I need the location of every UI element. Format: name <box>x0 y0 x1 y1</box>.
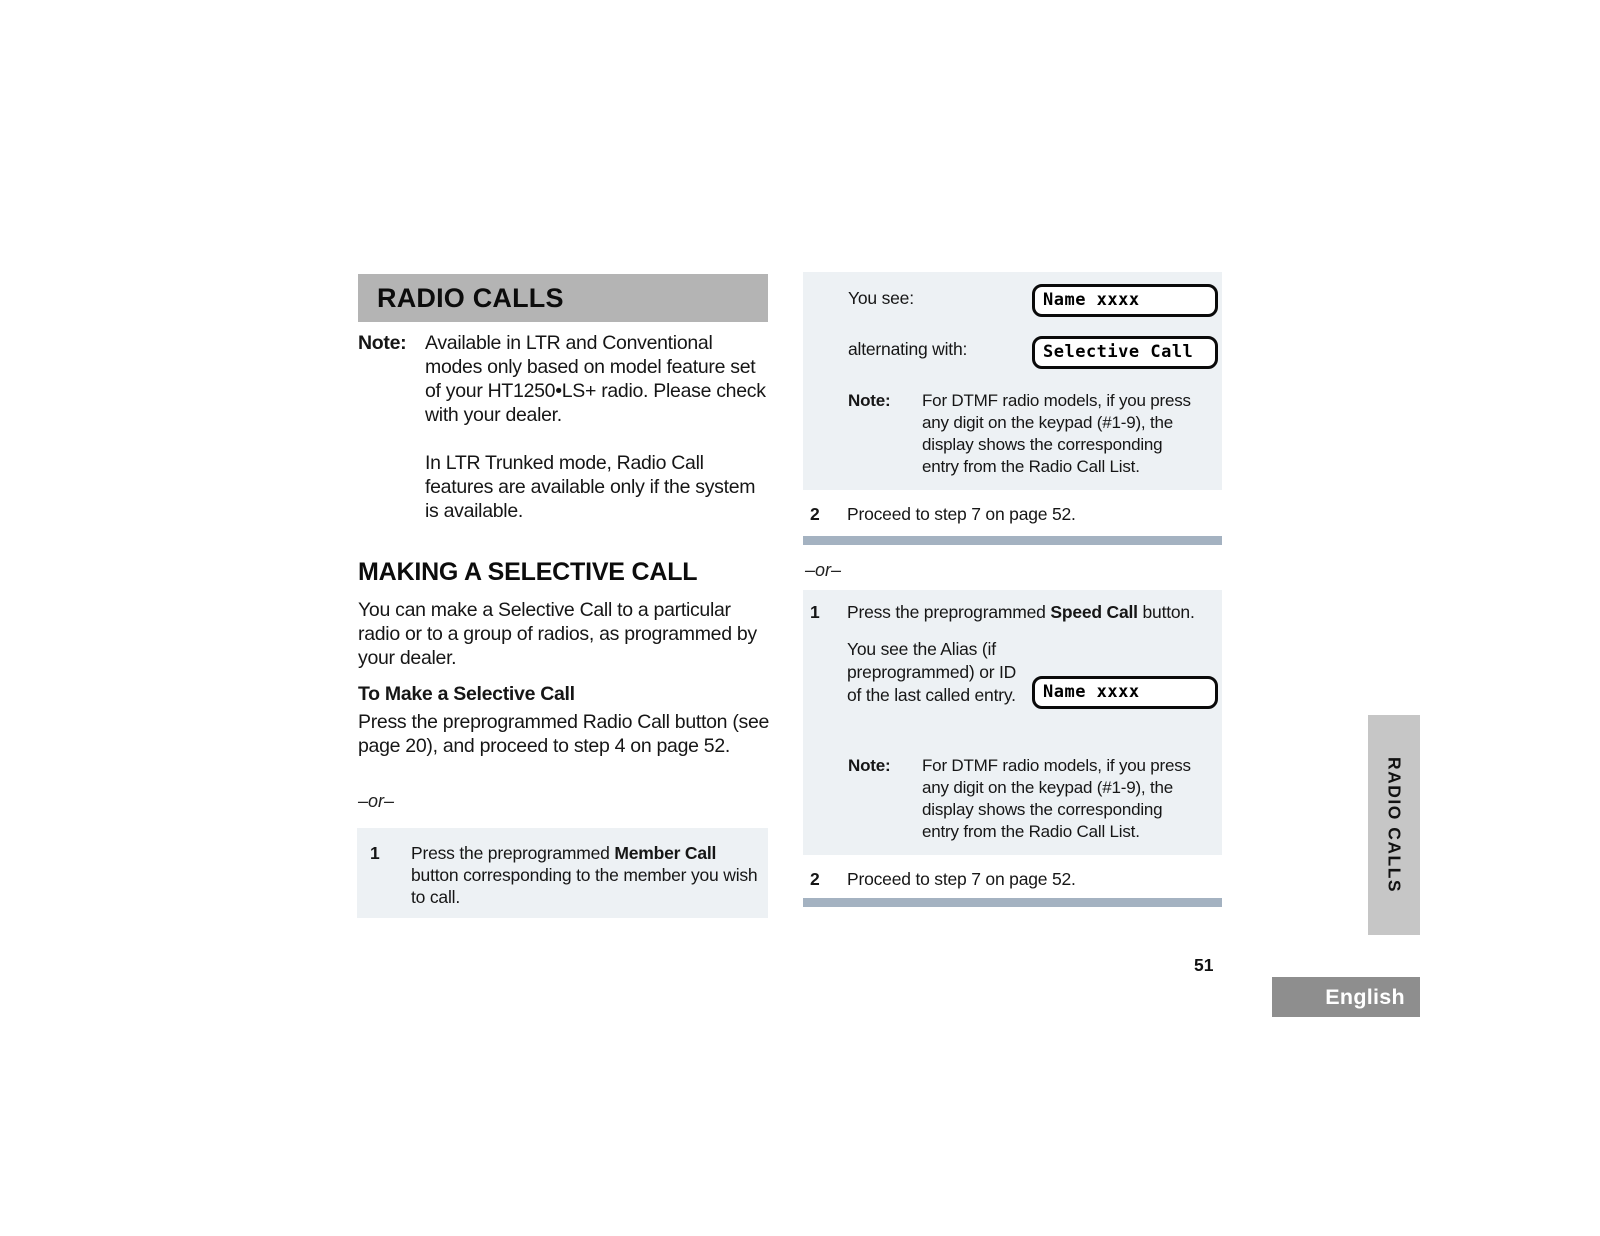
step-text-segment: button corresponding to the member you wish to call. <box>411 865 758 907</box>
alternating-label: alternating with: <box>848 339 968 359</box>
step-line <box>810 868 1076 890</box>
step-number: 2 <box>810 869 820 889</box>
step-text <box>411 842 767 918</box>
step-text-segment: button. <box>1137 602 1195 622</box>
step-box <box>357 828 768 918</box>
step-text: Proceed to step 7 on page 52. <box>847 869 1076 889</box>
radio-display: Name xxxx <box>1032 284 1218 317</box>
or-separator: –or– <box>358 791 395 811</box>
note-paragraph: In LTR Trunked mode, Radio Call features are available only if the system is available. <box>425 452 756 522</box>
radio-display: Name xxxx <box>1032 676 1218 709</box>
note-text: For DTMF radio models, if you press any digit on the keypad (#1-9), the display shows the corresponding entry from the Radio Call List. <box>922 756 1191 841</box>
note-label: Note: <box>848 391 891 410</box>
language-tab: English <box>1272 977 1420 1017</box>
step-number: 1 <box>370 843 380 863</box>
step-line <box>810 503 1076 525</box>
step-line <box>810 601 1195 623</box>
procedure-body: Press the preprogrammed Radio Call button (see page 20), and proceed to step 4 on page 52. <box>358 711 770 757</box>
step-number: 1 <box>810 602 820 622</box>
page-number: 51 <box>1194 955 1214 975</box>
note-text: For DTMF radio models, if you press any digit on the keypad (#1-9), the display shows the corresponding entry from the Radio Call List. <box>922 391 1191 476</box>
or-separator: –or– <box>805 560 842 580</box>
section-intro: You can make a Selective Call to a particular radio or to a group of radios, as programmed by your dealer. <box>358 599 757 669</box>
procedure-subheading: To Make a Selective Call <box>358 683 575 705</box>
step-text-bold: Speed Call <box>1050 602 1138 622</box>
step-text <box>847 601 1195 623</box>
alias-description: You see the Alias (if preprogrammed) or ID of the last called entry. <box>847 639 1017 705</box>
note-paragraph: Available in LTR and Conventional modes only based on model feature set of your HT1250•LS+ radio. Please check with your dealer. <box>425 332 766 426</box>
step-text: Proceed to step 7 on page 52. <box>847 504 1076 524</box>
chapter-thumb-tab-label: RADIO CALLS <box>1384 756 1405 894</box>
chapter-header: RADIO CALLS <box>358 274 768 322</box>
step-text-segment: Press the preprogrammed <box>847 602 1051 622</box>
radio-display: Selective Call <box>1032 336 1218 369</box>
dtmf-note <box>848 390 1200 478</box>
step-text-bold: Member Call <box>614 843 717 863</box>
you-see-label: You see: <box>848 288 914 308</box>
note-label: Note: <box>358 332 407 354</box>
step-text-segment: Press the preprogrammed <box>411 843 615 863</box>
chapter-thumb-tab <box>1368 715 1420 935</box>
chapter-note <box>358 331 770 523</box>
section-divider <box>803 898 1222 907</box>
dtmf-note <box>848 755 1200 843</box>
section-divider <box>803 536 1222 545</box>
note-label: Note: <box>848 756 891 775</box>
step-number: 2 <box>810 504 820 524</box>
section-heading: MAKING A SELECTIVE CALL <box>358 558 698 586</box>
